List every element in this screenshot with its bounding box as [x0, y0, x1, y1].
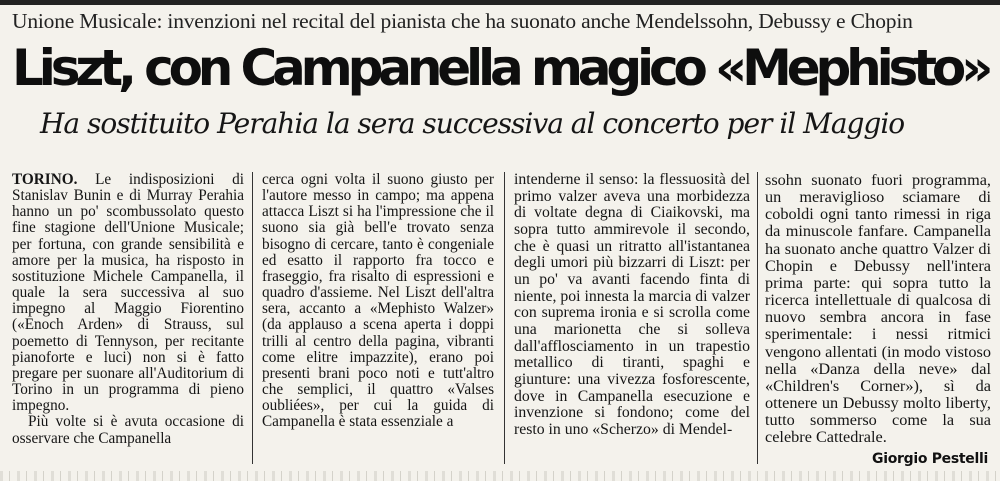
kicker-line: Unione Musicale: invenzioni nel recital del pianista che ha suonato anche Mendelssohn, Debussy e Chopin — [12, 9, 913, 33]
article-column-2 — [262, 172, 494, 431]
paragraph-text: cerca ogni volta il suono giusto per l'autore messo in campo; ma appena attacca Liszt si ha l'impressione che il suono sia già bell'e trovato senza bisogno di cercare, tanto è congeniale ed esatto il rapporto fra tocco e fraseggio, fra risalto di espressioni e quadro d'assieme. Nel Liszt dell'altra sera, accanto a «Mephisto Walzer» (da applauso a scena aperta i doppi trilli al centro della pagina, vibranti come elitre impazzite), erano poi presenti brani poco noti e tutt'altro che semplici, il quattro «Valses oubliées», per cui la guida di Campanella è stata essenziale a — [262, 171, 494, 431]
column-divider — [757, 172, 758, 464]
scan-edge — [0, 471, 1000, 481]
column-divider — [252, 172, 253, 464]
article-column-3 — [514, 172, 750, 439]
byline: Giorgio Pestelli — [872, 451, 988, 467]
paragraph-text: Le indisposizioni di Stanislav Bunin e di Murray Perahia hanno un po' scombussolato questo fine stagione dell'Unione Musicale; per fortuna, con grande sensibilità e amore per la musica, ha risposto in sostituzione Michele Campanella, il quale la sera successiva al suo impegno al Maggio Fiorentino («Enoch Arden» di Strauss, sul poemetto di Tennyson, per recitante pianoforte e luci) non si è fatto pregare per suonare all'Auditorium di Torino in un programma di pieno impegno. — [12, 171, 244, 415]
article-column-1 — [12, 172, 244, 447]
column-divider — [504, 172, 505, 464]
article-paragraph: Più volte si è avuta occasione di osservare che Campanella — [12, 413, 244, 447]
subheadline: Ha sostituito Perahia la sera successiva al concerto per il Maggio — [40, 107, 905, 140]
headline: Liszt, con Campanella magico «Mephisto» — [12, 39, 989, 97]
paragraph-text: intenderne il senso: la flessuosità del primo valzer aveva una morbidezza di voltate degna di Ciaikovski, ma sopra tutto ammirevole il secondo, che è quasi un ritratto all'istantanea degli umori più bizzarri di Liszt: per un po' va avanti facendo finta di niente, poi innesta la marcia di valzer con suprema ironia e si scrolla come una marionetta che si solleva dall'afflosciamento in un trapestio metallico di tiranti, spaghi e giunture: una vivezza fosforescente, dove in Campanella esecuzione e invenzione si fondono; come del resto in uno «Scherzo» di Mendel- — [514, 171, 750, 438]
article-column-4 — [765, 172, 991, 447]
paragraph-text: ssohn suonato fuori programma, un meraviglioso sciamare di coboldi ogni tanto rimessi in riga da minuscole fanfare. Campanella ha suonato anche quattro Valzer di Chopin e Debussy nell'intera prima parte: qui sopra tutto la ricerca intellettuale di qualcosa di nuovo sembra ancora in fase sperimentale: i nessi ritmici vengono allentati (in modo vistoso nella «Danza della neve» dal «Children's Corner»), sì da ottenere un Debussy molto liberty, tutto sommerso come la sua celebre Cattedrale. — [765, 171, 991, 447]
article-paragraph — [12, 172, 244, 414]
top-rule — [0, 0, 1000, 5]
dateline: TORINO. — [12, 171, 78, 188]
